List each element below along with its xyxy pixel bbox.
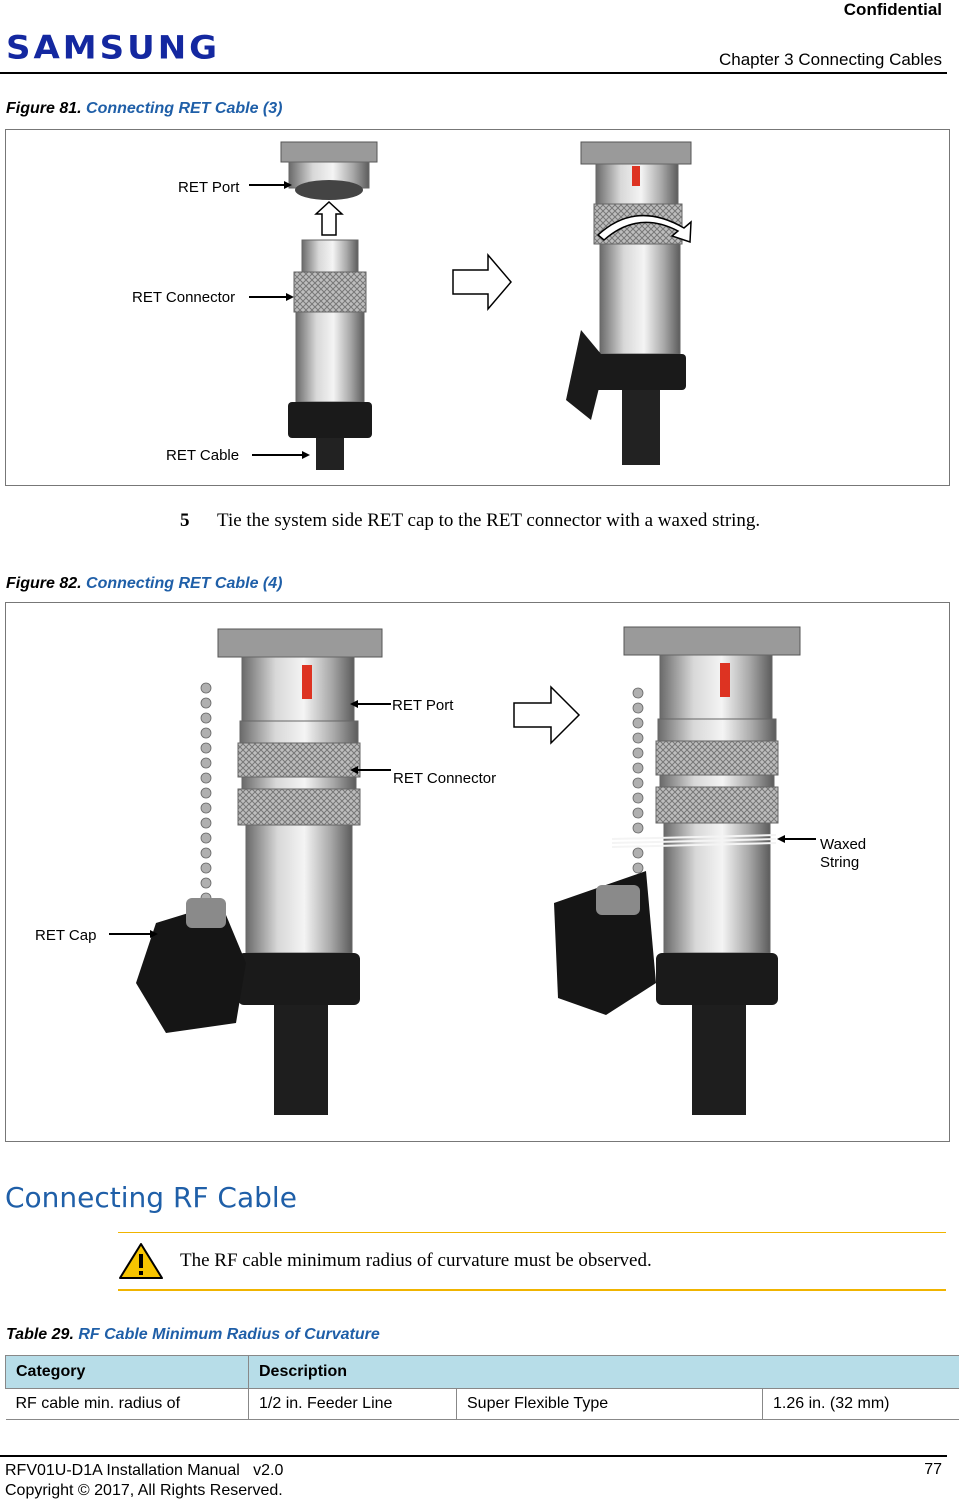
samsung-logo: SAMSUNG (6, 29, 221, 67)
footer-info (5, 1461, 283, 1501)
figure-82-illustration (6, 603, 949, 1141)
up-arrow-icon (316, 202, 342, 235)
step-5 (180, 510, 760, 532)
label-waxed-string (820, 836, 866, 872)
figure-81-caption (6, 100, 282, 118)
right-arrow-icon (514, 687, 579, 743)
copyright: Copyright © 2017, All Rights Reserved. (5, 1482, 283, 1499)
ret-connector-left (288, 240, 372, 470)
figure-81-number: Figure 81. (6, 100, 82, 117)
ball-chain (201, 683, 211, 903)
header-divider (0, 72, 947, 74)
label-ret-cap: RET Cap (35, 927, 97, 944)
cell-feeder: 1/2 in. Feeder Line (249, 1389, 457, 1420)
table-29-title: RF Cable Minimum Radius of Curvature (78, 1326, 380, 1343)
label-ret-port: RET Port (178, 179, 240, 196)
label-waxed-line1: Waxed (820, 836, 867, 853)
page-number: 77 (924, 1461, 942, 1478)
label-ret-cable: RET Cable (166, 447, 240, 464)
step-number: 5 (180, 510, 190, 531)
header-category: Category (6, 1356, 249, 1389)
footer-divider (0, 1455, 947, 1457)
ret-assembly-right-tied (554, 627, 800, 1115)
label-waxed-line2: String (820, 854, 860, 871)
manual-title: RFV01U-D1A Installation Manual v2.0 (5, 1462, 284, 1479)
figure-81 (5, 129, 950, 486)
right-arrow-icon (453, 255, 511, 309)
table-row (6, 1389, 959, 1420)
cell-type: Super Flexible Type (457, 1389, 763, 1420)
label-ret-port-2: RET Port (392, 697, 454, 714)
rf-cable-radius-table (5, 1355, 959, 1420)
figure-82-caption (6, 575, 282, 593)
cell-radius: 1.26 in. (32 mm) (763, 1389, 959, 1420)
warning-icon (118, 1241, 164, 1281)
label-ret-connector-2: RET Connector (393, 770, 497, 787)
table-29-number: Table 29. (6, 1326, 74, 1343)
header-description: Description (249, 1356, 959, 1389)
chapter-title: Chapter 3 Connecting Cables (718, 50, 942, 69)
figure-81-illustration (6, 130, 949, 485)
section-title: Connecting RF Cable (5, 1181, 297, 1214)
figure-82-number: Figure 82. (6, 575, 82, 592)
confidential-label: Confidential (843, 0, 942, 19)
table-header-row (6, 1356, 959, 1389)
ret-assembly-right (566, 142, 691, 465)
ret-port-left (281, 142, 377, 200)
figure-82-title: Connecting RET Cable (4) (86, 575, 283, 592)
figure-81-title: Connecting RET Cable (3) (86, 100, 283, 117)
ret-assembly-left-with-cap (136, 629, 382, 1115)
figure-82 (5, 602, 950, 1142)
label-ret-connector: RET Connector (132, 289, 236, 306)
cell-category: RF cable min. radius of (6, 1389, 249, 1420)
step-text: Tie the system side RET cap to the RET connector with a waxed string. (217, 510, 761, 531)
table-29-caption (6, 1326, 380, 1344)
caution-note (118, 1232, 946, 1291)
note-text: The RF cable minimum radius of curvature must be observed. (180, 1250, 652, 1271)
